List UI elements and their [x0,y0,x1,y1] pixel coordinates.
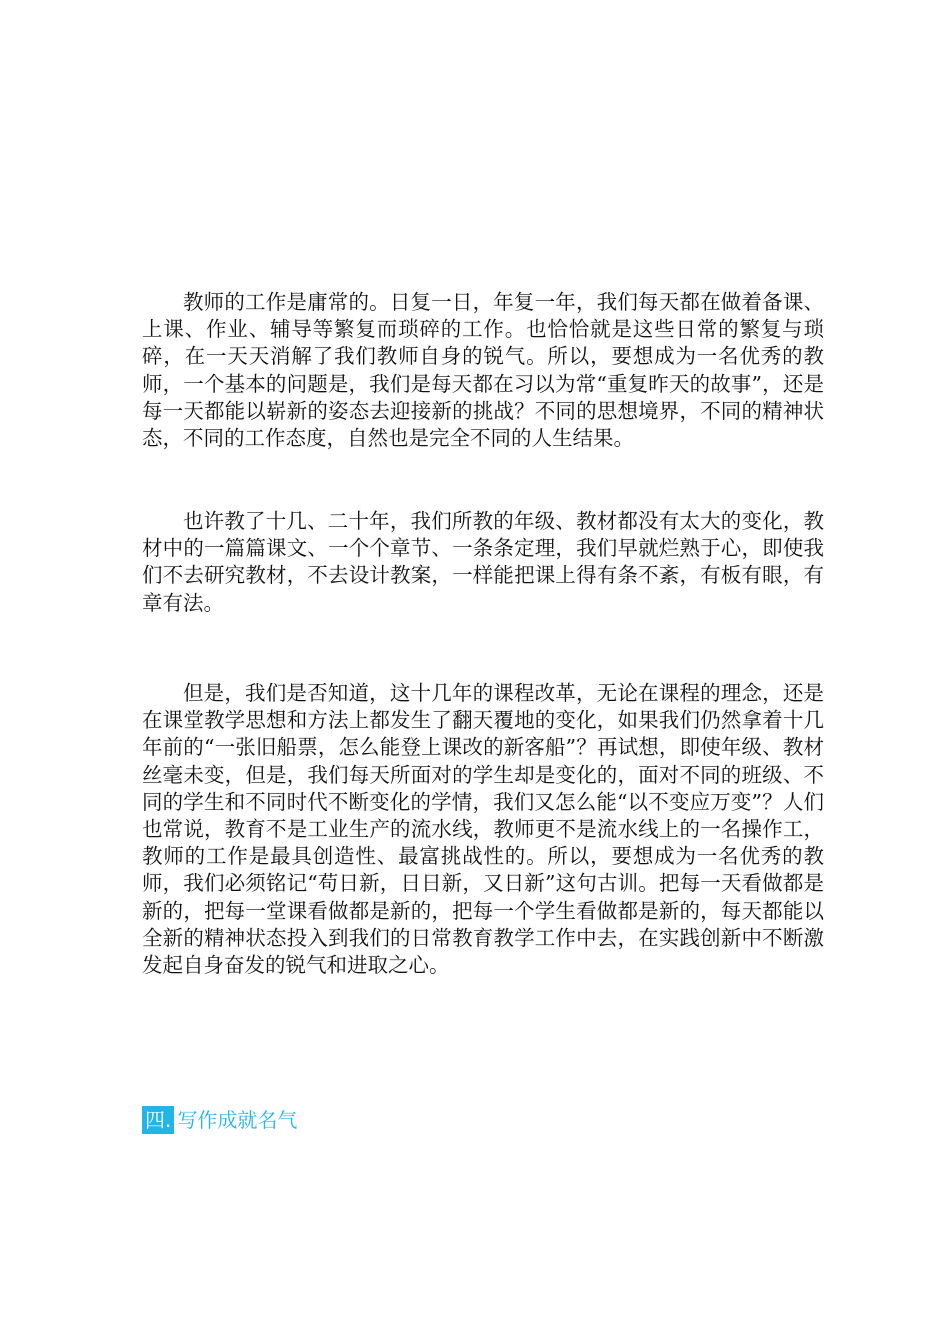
paragraph-3: 但是，我们是否知道，这十几年的课程改革，无论在课程的理念，还是在课堂教学思想和方法上都发生了翻天覆地的变化，如果我们仍然拿着十几年前的“一张旧船票，怎么能登上课改的新客船”？再试想，即使年级、教材丝毫未变，但是，我们每天所面对的学生却是变化的，面对不同的班级、不同的学生和不同时代不断变化的学情，我们又怎么能“以不变应万变”？人们也常说，教育不是工业生产的流水线，教师更不是流水线上的一名操作工，教师的工作是最具创造性、最富挑战性的。所以，要想成为一名优秀的教师，我们必须铭记“苟日新，日日新，又日新”这句古训。把每一天看做都是新的，把每一堂课看做都是新的，把每一个学生看做都是新的，每天都能以全新的精神状态投入到我们的日常教育教学工作中去，在实践创新中不断激发起自身奋发的锐气和进取之心。 [142,681,824,978]
section-title: 写作成就名气 [177,1108,298,1132]
section-heading [142,1106,297,1134]
section-number: 四. [142,1106,174,1134]
paragraph-1: 教师的工作是庸常的。日复一日，年复一年，我们每天都在做着备课、上课、作业、辅导等繁复而琐碎的工作。也恰恰就是这些日常的繁复与琐碎，在一天天消解了我们教师自身的锐气。所以，要想成为一名优秀的教师，一个基本的问题是，我们是每天都在习以为常“重复昨天的故事”，还是每一天都能以崭新的姿态去迎接新的挑战？不同的思想境界，不同的精神状态，不同的工作态度，自然也是完全不同的人生结果。 [142,290,824,451]
paragraph-2: 也许教了十几、二十年，我们所教的年级、教材都没有太大的变化，教材中的一篇篇课文、一个个章节、一条条定理，我们早就烂熟于心，即使我们不去研究教材，不去设计教案，一样能把课上得有条不紊，有板有眼，有章有法。 [142,509,824,615]
